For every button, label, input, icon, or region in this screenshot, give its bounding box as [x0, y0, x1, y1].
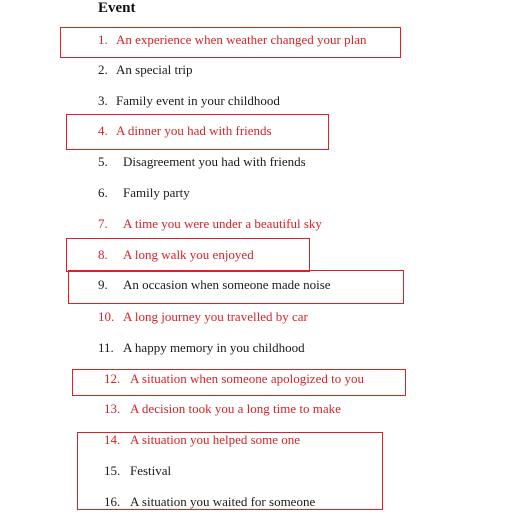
- item-number: 15.: [104, 463, 121, 478]
- list-item: [104, 401, 341, 417]
- item-text: Disagreement you had with friends: [123, 154, 306, 169]
- list-item: [98, 185, 190, 201]
- item-number: 4.: [98, 123, 108, 138]
- item-text: Family party: [123, 185, 190, 200]
- item-text: An experience when weather changed your plan: [116, 32, 367, 47]
- list-item: [98, 309, 308, 325]
- item-text: An occasion when someone made noise: [123, 277, 331, 292]
- item-number: 2.: [98, 62, 108, 77]
- item-text: A situation when someone apologized to you: [130, 371, 364, 386]
- item-number: 13.: [104, 401, 121, 416]
- item-number: 6.: [98, 185, 108, 200]
- item-text: A situation you waited for someone: [130, 494, 316, 509]
- item-text: A decision took you a long time to make: [130, 401, 341, 416]
- item-text: An special trip: [116, 62, 193, 77]
- item-number: 8.: [98, 247, 108, 262]
- highlight-box: [66, 114, 329, 150]
- item-text: A long walk you enjoyed: [123, 247, 254, 262]
- item-text: A time you were under a beautiful sky: [123, 216, 322, 231]
- list-item: [98, 340, 305, 356]
- item-number: 11.: [98, 340, 114, 355]
- item-number: 14.: [104, 432, 121, 447]
- item-text: A dinner you had with friends: [116, 123, 272, 138]
- item-number: 3.: [98, 93, 108, 108]
- list-item: [98, 93, 280, 109]
- item-number: 9.: [98, 277, 108, 292]
- list-item: [98, 154, 306, 170]
- page-title: Event: [98, 0, 136, 16]
- item-text: A happy memory in you childhood: [123, 340, 305, 355]
- highlight-box: [66, 238, 310, 272]
- highlight-box: [68, 270, 404, 304]
- list-item: [98, 62, 193, 78]
- item-text: A long journey you travelled by car: [123, 309, 308, 324]
- item-number: 5.: [98, 154, 108, 169]
- highlight-box: [60, 27, 401, 58]
- item-text: Family event in your childhood: [116, 93, 280, 108]
- item-text: A situation you helped some one: [130, 432, 301, 447]
- item-number: 12.: [104, 371, 121, 386]
- highlight-box: [77, 432, 383, 510]
- item-number: 10.: [98, 309, 115, 324]
- item-text: Festival: [130, 463, 172, 478]
- item-number: 16.: [104, 494, 121, 509]
- list-item: [98, 216, 322, 232]
- item-number: 7.: [98, 216, 108, 231]
- highlight-box: [72, 369, 406, 396]
- item-number: 1.: [98, 32, 108, 47]
